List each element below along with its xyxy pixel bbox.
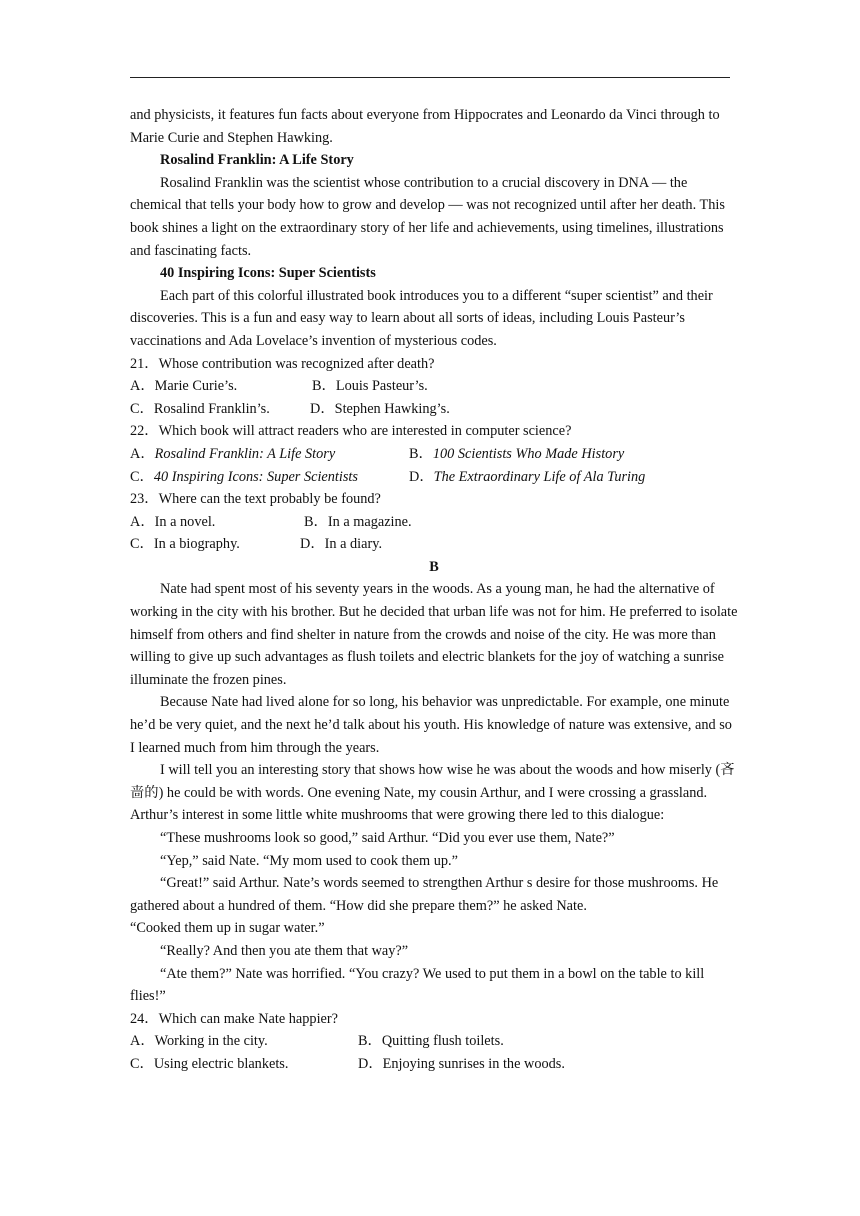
header-rule [130, 77, 730, 78]
option-21-a: A．Marie Curie’s. [130, 378, 238, 395]
option-24-a: A．Working in the city. [130, 1033, 268, 1050]
dialogue-line-3: “Great!” said Arthur. Nate’s words seemed to strengthen Arthur s desire for those mushrooms. He gathered about a hundred of them. “How did she prepare them?” he asked Nate. [130, 875, 719, 914]
section-b-label: B [429, 558, 439, 575]
dialogue-line-4: “Cooked them up in sugar water.” [130, 920, 325, 937]
question-21-options-row-2 [130, 398, 738, 421]
option-23-c: C．In a biography. [130, 536, 240, 553]
option-22-b: B．100 Scientists Who Made History [409, 445, 625, 462]
option-21-c: C．Rosalind Franklin’s. [130, 400, 270, 417]
option-21-d: D．Stephen Hawking’s. [310, 400, 450, 417]
section-b-paragraph-3: I will tell you an interesting story that shows how wise he was about the woods and how miserly (吝啬的) he could be with words. One evening Nate, my cousin Arthur, and I were crossing a grassland. Arthur’s interest in some little white mushrooms that were growing there led to this dialogue: [130, 762, 735, 824]
question-22-options-row-2 [130, 466, 738, 489]
section-b-paragraph-1: Nate had spent most of his seventy years in the woods. As a young man, he had the alternative of working in the city with his brother. But he decided that urban life was not for him. He preferred to isolate himself from others and find shelter in nature from the crowds and noise of the city. He was more than willing to give up such advantages as flush toilets and electric blankets for the joy of watching a sunrise illuminate the frozen pines. [130, 581, 738, 688]
option-24-b: B．Quitting flush toilets. [358, 1033, 504, 1050]
option-22-a: A．Rosalind Franklin: A Life Story [130, 445, 336, 462]
section-b-paragraph-2: Because Nate had lived alone for so long, his behavior was unpredictable. For example, one minute he’d be very quiet, and the next he’d talk about his youth. His knowledge of nature was extensive, and so I learned much from him through the years. [130, 694, 732, 756]
book-description-super-scientists: Each part of this colorful illustrated book introduces you to a different “super scientist” and their discoveries. This is a fun and easy way to learn about all sorts of ideas, including Louis Pasteur’s vaccinations and Ada Lovelace’s invention of mysterious codes. [130, 287, 713, 349]
dialogue-line-1: “These mushrooms look so good,” said Arthur. “Did you ever use them, Nate?” [160, 830, 615, 846]
option-22-d: D．The Extraordinary Life of Ala Turing [409, 468, 646, 485]
option-24-d: D．Enjoying sunrises in the woods. [358, 1055, 565, 1072]
question-21-stem: 21．Whose contribution was recognized after death? [130, 355, 435, 372]
option-24-c: C．Using electric blankets. [130, 1055, 289, 1072]
question-22-stem: 22．Which book will attract readers who are interested in computer science? [130, 423, 572, 440]
question-23-options-row-2 [130, 533, 738, 556]
question-22-options-row-1 [130, 443, 738, 466]
book-title-rosalind-franklin: Rosalind Franklin: A Life Story [160, 152, 354, 169]
question-23-options-row-1 [130, 511, 738, 534]
dialogue-line-5: “Really? And then you ate them that way?” [160, 942, 409, 959]
question-24-stem: 24．Which can make Nate happier? [130, 1010, 339, 1027]
book-description-rosalind-franklin: Rosalind Franklin was the scientist whose contribution to a crucial discovery in DNA — the chemical that tells your body how to grow and develop — was not recognized until after her death. This book shines a light on the extraordinary story of her life and achievements, using timelines, illustrations and fascinating facts. [130, 174, 725, 259]
option-23-b: B．In a magazine. [304, 513, 412, 530]
question-21-options-row-1 [130, 375, 738, 398]
passage-continuation: and physicists, it features fun facts about everyone from Hippocrates and Leonardo da Vinci through to Marie Curie and Stephen Hawking. [130, 107, 720, 146]
option-23-a: A．In a novel. [130, 513, 216, 530]
document-body [130, 104, 738, 1076]
dialogue-line-2: “Yep,” said Nate. “My mom used to cook them up.” [160, 852, 458, 869]
dialogue-line-6: “Ate them?” Nate was horrified. “You crazy? We used to put them in a bowl on the table to kill flies!” [130, 965, 705, 1005]
option-21-b: B．Louis Pasteur’s. [312, 378, 428, 395]
question-24-options-row-1 [130, 1030, 738, 1053]
question-24-options-row-2 [130, 1053, 738, 1076]
book-title-super-scientists: 40 Inspiring Icons: Super Scientists [160, 265, 376, 282]
option-22-c: C．40 Inspiring Icons: Super Scientists [130, 468, 358, 485]
option-23-d: D．In a diary. [300, 536, 383, 553]
question-23-stem: 23．Where can the text probably be found? [130, 491, 381, 508]
